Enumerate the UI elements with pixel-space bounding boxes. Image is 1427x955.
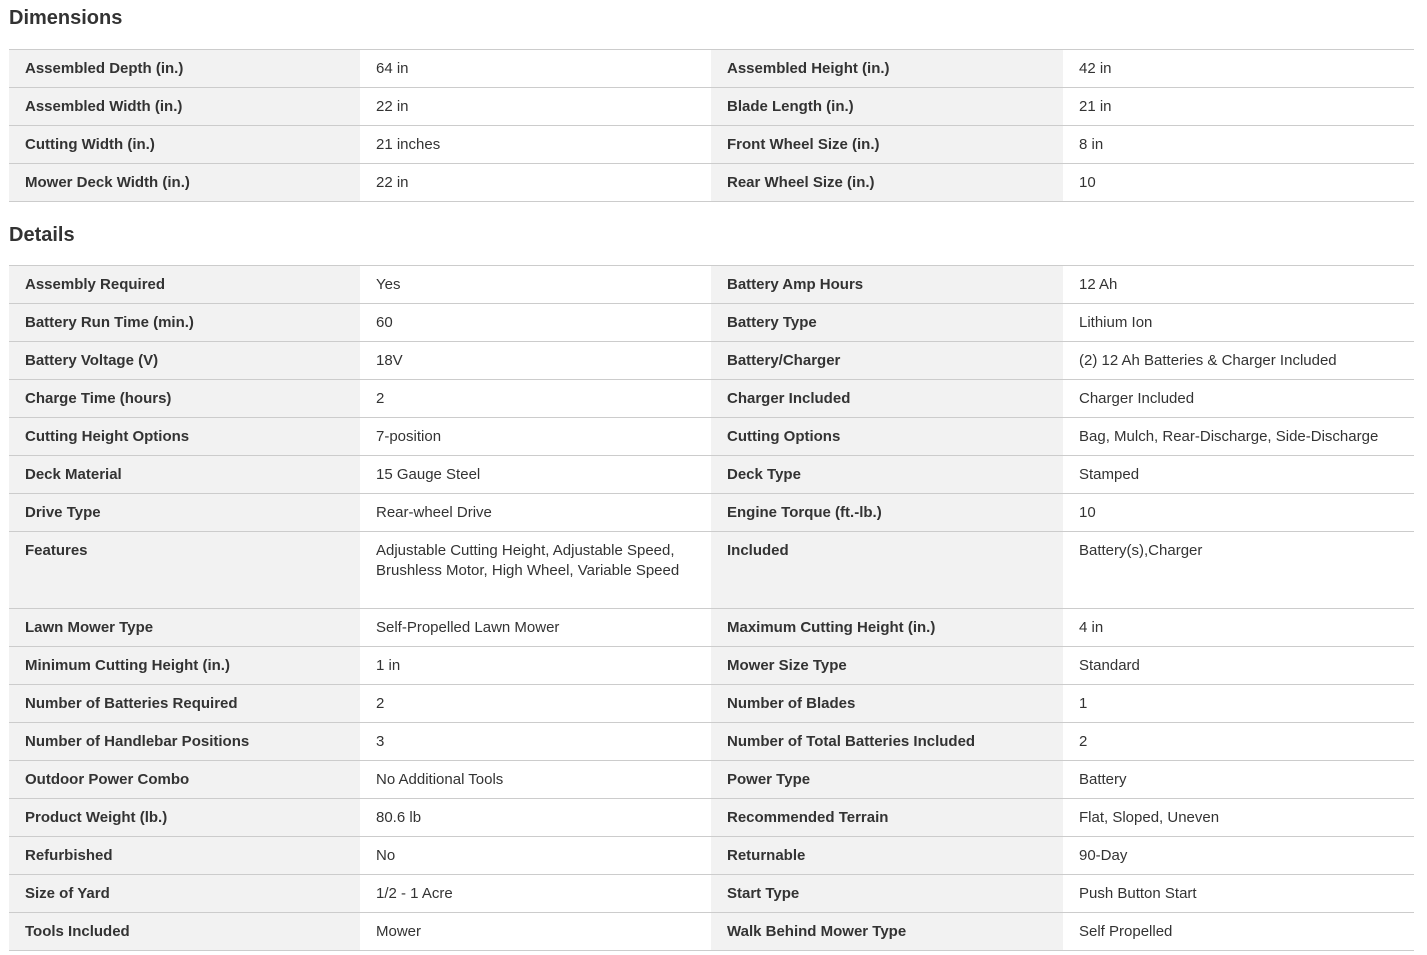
spec-value: No xyxy=(360,837,711,874)
spec-label: Battery/Charger xyxy=(711,342,1063,379)
spec-label: Start Type xyxy=(711,875,1063,912)
spec-label: Battery Amp Hours xyxy=(711,266,1063,303)
spec-value: 21 inches xyxy=(360,126,711,163)
spec-value: 22 in xyxy=(360,88,711,125)
spec-value: No Additional Tools xyxy=(360,761,711,798)
spec-label: Number of Blades xyxy=(711,685,1063,722)
spec-label: Recommended Terrain xyxy=(711,799,1063,836)
spec-label: Refurbished xyxy=(9,837,360,874)
spec-label: Features xyxy=(9,532,360,608)
spec-label: Assembled Depth (in.) xyxy=(9,50,360,87)
spec-label: Tools Included xyxy=(9,913,360,950)
spec-value: 64 in xyxy=(360,50,711,87)
spec-label: Battery Voltage (V) xyxy=(9,342,360,379)
spec-row xyxy=(9,647,1414,685)
spec-label: Front Wheel Size (in.) xyxy=(711,126,1063,163)
spec-label: Assembly Required xyxy=(9,266,360,303)
spec-value: 1 in xyxy=(360,647,711,684)
spec-label: Battery Type xyxy=(711,304,1063,341)
spec-row xyxy=(9,50,1414,88)
spec-value: Rear-wheel Drive xyxy=(360,494,711,531)
spec-value: Yes xyxy=(360,266,711,303)
spec-label: Drive Type xyxy=(9,494,360,531)
spec-value: 21 in xyxy=(1063,88,1414,125)
spec-value: Battery(s),Charger xyxy=(1063,532,1414,608)
spec-label: Number of Handlebar Positions xyxy=(9,723,360,760)
spec-value: 8 in xyxy=(1063,126,1414,163)
spec-label: Assembled Width (in.) xyxy=(9,88,360,125)
spec-row xyxy=(9,913,1414,951)
spec-value: 2 xyxy=(1063,723,1414,760)
spec-row xyxy=(9,418,1414,456)
spec-row xyxy=(9,304,1414,342)
spec-value: Flat, Sloped, Uneven xyxy=(1063,799,1414,836)
spec-label: Cutting Height Options xyxy=(9,418,360,455)
spec-value: Stamped xyxy=(1063,456,1414,493)
spec-value: 60 xyxy=(360,304,711,341)
spec-label: Deck Material xyxy=(9,456,360,493)
spec-row xyxy=(9,164,1414,202)
details-table xyxy=(9,265,1414,951)
spec-label: Cutting Options xyxy=(711,418,1063,455)
spec-value: 1 xyxy=(1063,685,1414,722)
spec-row xyxy=(9,126,1414,164)
details-heading: Details xyxy=(9,224,75,246)
spec-value: 2 xyxy=(360,685,711,722)
spec-value: 4 in xyxy=(1063,609,1414,646)
spec-label: Mower Size Type xyxy=(711,647,1063,684)
spec-label: Charger Included xyxy=(711,380,1063,417)
spec-label: Battery Run Time (min.) xyxy=(9,304,360,341)
spec-value: Self Propelled xyxy=(1063,913,1414,950)
spec-row xyxy=(9,837,1414,875)
spec-value: Bag, Mulch, Rear-Discharge, Side-Discharge xyxy=(1063,418,1414,455)
spec-label: Charge Time (hours) xyxy=(9,380,360,417)
spec-value: Standard xyxy=(1063,647,1414,684)
spec-label: Blade Length (in.) xyxy=(711,88,1063,125)
spec-row xyxy=(9,88,1414,126)
spec-label: Maximum Cutting Height (in.) xyxy=(711,609,1063,646)
spec-label: Minimum Cutting Height (in.) xyxy=(9,647,360,684)
spec-row xyxy=(9,799,1414,837)
spec-value: 22 in xyxy=(360,164,711,201)
spec-row xyxy=(9,532,1414,609)
dimensions-table xyxy=(9,49,1414,202)
spec-row xyxy=(9,723,1414,761)
spec-value: Lithium Ion xyxy=(1063,304,1414,341)
spec-label: Included xyxy=(711,532,1063,608)
spec-row xyxy=(9,609,1414,647)
spec-value: 90-Day xyxy=(1063,837,1414,874)
spec-label: Product Weight (lb.) xyxy=(9,799,360,836)
spec-label: Returnable xyxy=(711,837,1063,874)
dimensions-heading: Dimensions xyxy=(9,7,123,29)
spec-label: Size of Yard xyxy=(9,875,360,912)
spec-value: 3 xyxy=(360,723,711,760)
spec-label: Rear Wheel Size (in.) xyxy=(711,164,1063,201)
spec-row xyxy=(9,380,1414,418)
spec-value: 10 xyxy=(1063,164,1414,201)
spec-label: Engine Torque (ft.-lb.) xyxy=(711,494,1063,531)
spec-label: Number of Batteries Required xyxy=(9,685,360,722)
spec-label: Number of Total Batteries Included xyxy=(711,723,1063,760)
spec-label: Deck Type xyxy=(711,456,1063,493)
spec-label: Power Type xyxy=(711,761,1063,798)
spec-label: Lawn Mower Type xyxy=(9,609,360,646)
spec-label: Outdoor Power Combo xyxy=(9,761,360,798)
spec-value: 12 Ah xyxy=(1063,266,1414,303)
spec-value: 7-position xyxy=(360,418,711,455)
spec-value: (2) 12 Ah Batteries & Charger Included xyxy=(1063,342,1414,379)
spec-value: 10 xyxy=(1063,494,1414,531)
spec-row xyxy=(9,342,1414,380)
spec-row xyxy=(9,494,1414,532)
spec-row xyxy=(9,875,1414,913)
spec-value: Self-Propelled Lawn Mower xyxy=(360,609,711,646)
spec-value: 1/2 - 1 Acre xyxy=(360,875,711,912)
spec-value: 80.6 lb xyxy=(360,799,711,836)
spec-value: 18V xyxy=(360,342,711,379)
spec-value: Mower xyxy=(360,913,711,950)
spec-value: Push Button Start xyxy=(1063,875,1414,912)
spec-value: Charger Included xyxy=(1063,380,1414,417)
spec-value: 2 xyxy=(360,380,711,417)
spec-value: Adjustable Cutting Height, Adjustable Speed, Brushless Motor, High Wheel, Variable Speed xyxy=(360,532,711,608)
spec-value: 15 Gauge Steel xyxy=(360,456,711,493)
spec-row xyxy=(9,266,1414,304)
spec-row xyxy=(9,761,1414,799)
spec-row xyxy=(9,685,1414,723)
spec-label: Cutting Width (in.) xyxy=(9,126,360,163)
spec-row xyxy=(9,456,1414,494)
spec-value: 42 in xyxy=(1063,50,1414,87)
spec-label: Walk Behind Mower Type xyxy=(711,913,1063,950)
spec-label: Assembled Height (in.) xyxy=(711,50,1063,87)
spec-label: Mower Deck Width (in.) xyxy=(9,164,360,201)
spec-value: Battery xyxy=(1063,761,1414,798)
